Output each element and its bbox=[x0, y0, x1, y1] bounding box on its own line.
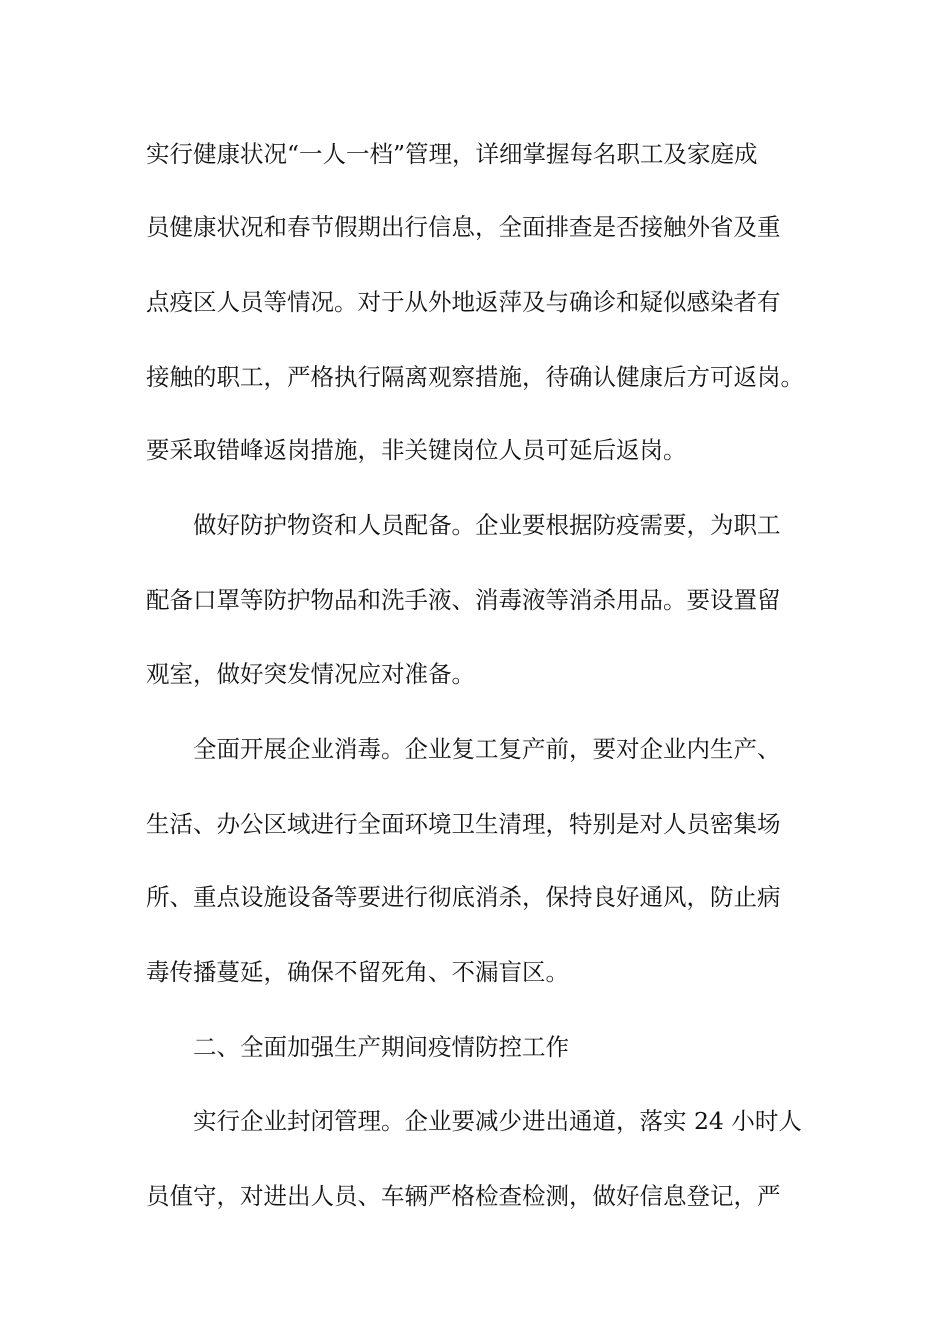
paragraph-start-line: 做好防护物资和人员配备。企业要根据防疫需要，为职工 bbox=[193, 511, 781, 539]
text-line: 生活、办公区域进行全面环境卫生清理，特别是对人员密集场 bbox=[146, 810, 781, 838]
text-line: 配备口罩等防护物品和洗手液、消毒液等消杀用品。要设置留 bbox=[146, 586, 781, 614]
text-line: 员健康状况和春节假期出行信息，全面排查是否接触外省及重 bbox=[146, 213, 781, 241]
text-line: 接触的职工，严格执行隔离观察措施，待确认健康后方可返岗。 bbox=[146, 363, 804, 391]
text-line: 毒传播蔓延，确保不留死角、不漏盲区。 bbox=[146, 958, 569, 986]
text-line: 点疫区人员等情况。对于从外地返萍及与确诊和疑似感染者有 bbox=[146, 288, 781, 316]
paragraph-start-line: 全面开展企业消毒。企业复工复产前，要对企业内生产、 bbox=[193, 735, 781, 763]
text-line: 观室，做好突发情况应对准备。 bbox=[146, 660, 475, 688]
text-line: 实行健康状况“一人一档”管理，详细掌握每名职工及家庭成 bbox=[146, 140, 758, 168]
section-heading: 二、全面加强生产期间疫情防控工作 bbox=[193, 1033, 569, 1061]
text-line: 员值守，对进出人员、车辆严格检查检测，做好信息登记，严 bbox=[146, 1182, 781, 1210]
paragraph-start-line: 实行企业封闭管理。企业要减少进出通道，落实 24 小时人 bbox=[193, 1107, 802, 1135]
text-line: 所、重点设施设备等要进行彻底消杀，保持良好通风，防止病 bbox=[146, 883, 781, 911]
text-line: 要采取错峰返岗措施，非关键岗位人员可延后返岗。 bbox=[146, 436, 687, 464]
